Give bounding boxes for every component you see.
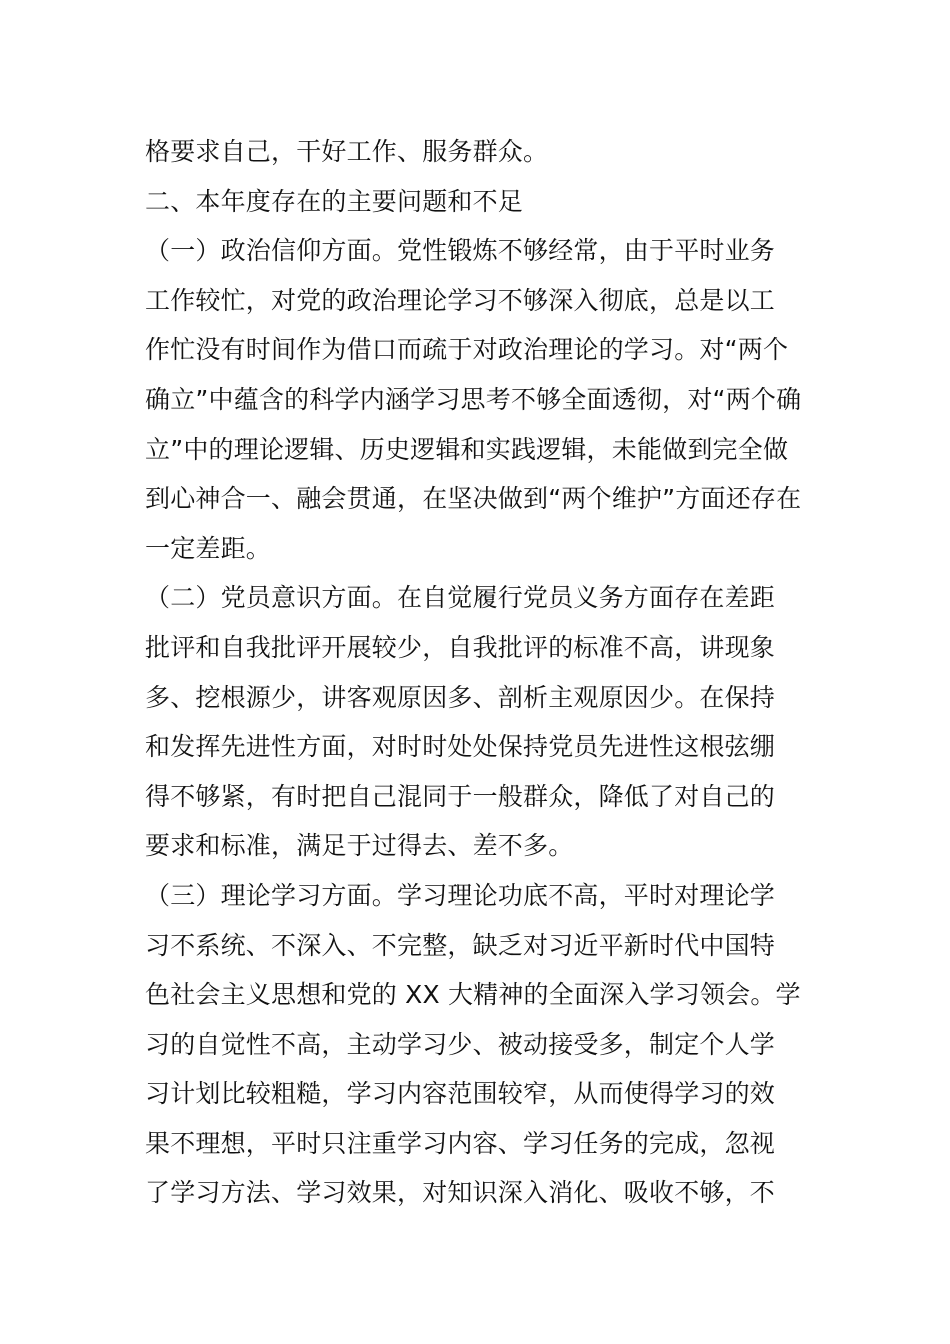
- text-line: 立”中的理论逻辑、历史逻辑和实践逻辑，未能做到完全做: [145, 434, 789, 464]
- text-line: （一）政治信仰方面。党性锻炼不够经常，由于平时业务: [145, 236, 776, 266]
- text-line: 色社会主义思想和党的 XX 大精神的全面深入学习领会。学: [145, 980, 801, 1010]
- section-heading: 二、本年度存在的主要问题和不足: [145, 186, 524, 216]
- text-line: 批评和自我批评开展较少，自我批评的标准不高，讲现象: [145, 632, 776, 662]
- text-line: 了学习方法、学习效果，对知识深入消化、吸收不够，不: [145, 1178, 776, 1208]
- text-line: 一定差距。: [145, 533, 272, 563]
- text-line: 要求和标准，满足于过得去、差不多。: [145, 831, 574, 861]
- text-line: 习计划比较粗糙，学习内容范围较窄，从而使得学习的效: [145, 1079, 776, 1109]
- text-line: （三）理论学习方面。学习理论功底不高，平时对理论学: [145, 880, 776, 910]
- text-line: 多、挖根源少，讲客观原因多、剖析主观原因少。在保持: [145, 682, 776, 712]
- text-line: 工作较忙，对党的政治理论学习不够深入彻底，总是以工: [145, 285, 776, 315]
- text-line: 和发挥先进性方面，对时时处处保持党员先进性这根弦绷: [145, 732, 776, 762]
- text-line: 习的自觉性不高，主动学习少、被动接受多，制定个人学: [145, 1029, 776, 1059]
- text-line: 确立”中蕴含的科学内涵学习思考不够全面透彻，对“两个确: [145, 384, 802, 414]
- text-line: 格要求自己，干好工作、服务群众。: [145, 137, 549, 166]
- text-line: 作忙没有时间作为借口而疏于对政治理论的学习。对“两个: [145, 335, 789, 365]
- text-line: （二）党员意识方面。在自觉履行党员义务方面存在差距: [145, 583, 776, 613]
- text-line: 到心神合一、融会贯通，在坚决做到“两个维护”方面还存在: [145, 484, 802, 514]
- document-body: [145, 127, 810, 1218]
- text-line: 习不系统、不深入、不完整，缺乏对习近平新时代中国特: [145, 930, 776, 960]
- text-line: 得不够紧，有时把自己混同于一般群众，降低了对自己的: [145, 781, 776, 811]
- text-line: 果不理想，平时只注重学习内容、学习任务的完成，忽视: [145, 1128, 776, 1158]
